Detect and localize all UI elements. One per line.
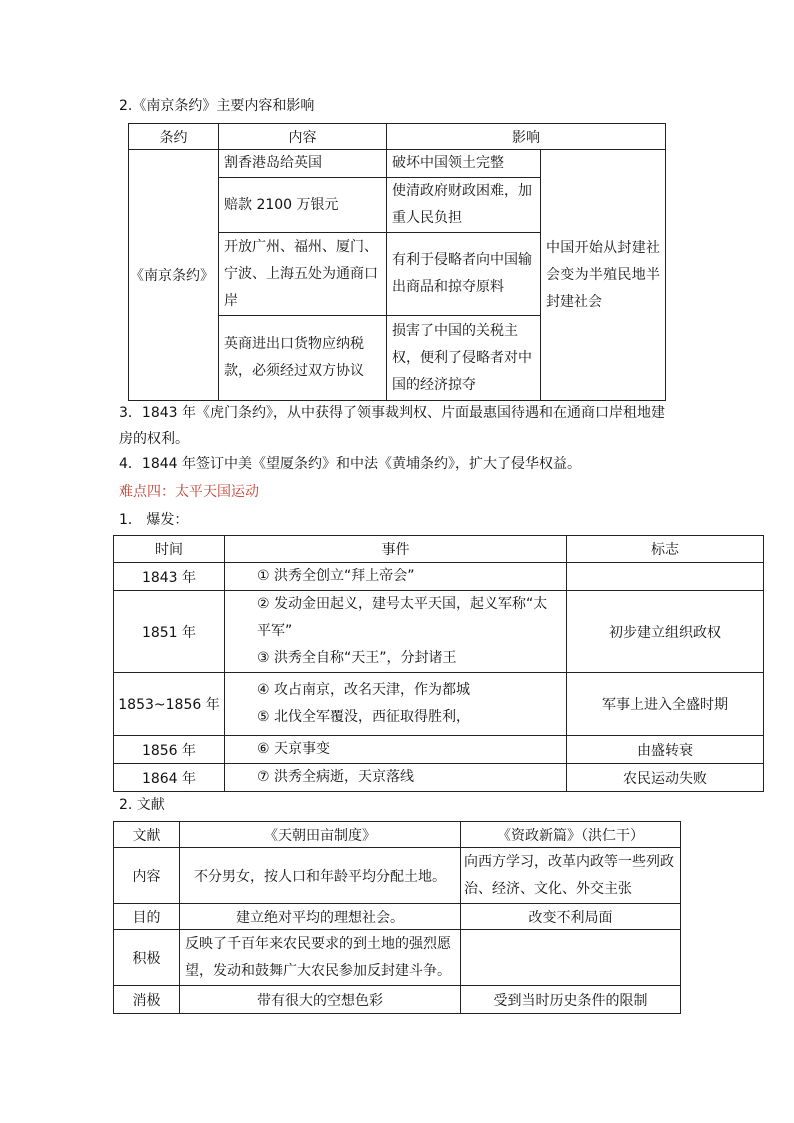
table-header-row [129, 124, 666, 150]
mark-cell: 由盛转衰 [567, 736, 764, 764]
content-cell: 英商进出口货物应纳税款，必须经过双方协议 [219, 316, 387, 401]
zizheng-cell: 改变不利局面 [461, 904, 681, 930]
event-cell [225, 673, 567, 736]
impact-cell: 有利于侵略者向中国输出商品和掠夺原料 [387, 233, 541, 316]
header-event: 事件 [225, 536, 567, 563]
header-document: 文献 [114, 822, 180, 848]
row-label: 消极 [114, 986, 180, 1014]
treaty-name-cell: 《南京条约》 [129, 150, 219, 401]
table-row [114, 764, 764, 792]
event-cell: ⑥ 天京事变 [225, 736, 567, 764]
table-header-row [114, 822, 681, 848]
nanjing-treaty-table [128, 123, 666, 401]
table-row [114, 673, 764, 736]
time-cell: 1864 年 [114, 764, 225, 792]
header-time: 时间 [114, 536, 225, 563]
header-content: 内容 [219, 124, 387, 150]
table-row [114, 904, 681, 930]
impact-cell: 使清政府财政困难，加重人民负担 [387, 178, 541, 233]
table-row [114, 563, 764, 591]
mark-cell: 初步建立组织政权 [567, 591, 764, 673]
content-cell: 赔款 2100 万银元 [219, 178, 387, 233]
documents-table [113, 821, 681, 1014]
impact-cell: 破坏中国领土完整 [387, 150, 541, 178]
header-zizheng: 《资政新篇》（洪仁干） [461, 822, 681, 848]
point-wangxia-treaty: 4．1844 年签订中美《望厦条约》和中法《黄埔条约》，扩大了侵华权益。 [119, 456, 581, 472]
event-item: ⑤ 北伐全军覆没，西征取得胜利， [257, 709, 471, 725]
overall-impact-cell: 中国开始从封建社会变为半殖民地半封建社会 [541, 150, 666, 401]
time-cell: 1853~1856 年 [114, 673, 225, 736]
header-mark: 标志 [567, 536, 764, 563]
mark-cell [567, 563, 764, 591]
table-row [114, 986, 681, 1014]
table-row [129, 150, 666, 178]
event-cell: ⑦ 洪秀全病逝，天京落线 [225, 764, 567, 792]
zizheng-cell [461, 930, 681, 986]
content-cell: 割香港岛给英国 [219, 150, 387, 178]
tianchao-cell: 带有很大的空想色彩 [180, 986, 461, 1014]
header-impact: 影响 [387, 124, 666, 150]
mark-cell: 农民运动失败 [567, 764, 764, 792]
documents-title: 2. 文献 [119, 797, 165, 813]
outbreak-title: 1． 爆发： [119, 512, 189, 528]
table-row [114, 848, 681, 904]
event-cell [225, 591, 567, 673]
event-item: ③ 洪秀全自称“天王”，分封诸王 [257, 650, 457, 666]
table-row [114, 930, 681, 986]
impact-cell: 损害了中国的关税主权，便利了侵略者对中国的经济掠夺 [387, 316, 541, 401]
content-cell: 开放广州、福州、厦门、宁波、上海五处为通商口岸 [219, 233, 387, 316]
difficulty-title: 难点四：太平天国运动 [119, 484, 259, 500]
table-row [114, 591, 764, 673]
header-tianchao: 《天朝田亩制度》 [180, 822, 461, 848]
tianchao-cell: 反映了千百年来农民要求的到土地的强烈愿望，发动和鼓舞广大农民参加反封建斗争。 [180, 930, 461, 986]
header-treaty: 条约 [129, 124, 219, 150]
event-item: ④ 攻占南京，改名天津，作为都城 [257, 682, 471, 698]
row-label: 内容 [114, 848, 180, 904]
zizheng-cell: 向西方学习，改革内政等一些列政治、经济、文化、外交主张 [461, 848, 681, 904]
row-label: 目的 [114, 904, 180, 930]
mark-cell: 军事上进入全盛时期 [567, 673, 764, 736]
tianchao-cell: 建立绝对平均的理想社会。 [180, 904, 461, 930]
section-title-nanjing: 2.《南京条约》主要内容和影响 [119, 98, 315, 114]
point-humen-treaty: 3．1843 年《虎门条约》，从中获得了领事裁判权、片面最惠国待遇和在通商口岸租地建房的权利。 [119, 405, 665, 447]
row-label: 积极 [114, 930, 180, 986]
time-cell: 1856 年 [114, 736, 225, 764]
table-row [114, 736, 764, 764]
table-header-row [114, 536, 764, 563]
tianchao-cell: 不分男女，按人口和年龄平均分配土地。 [180, 848, 461, 904]
event-cell: ① 洪秀全创立“拜上帝会” [225, 563, 567, 591]
event-item: ② 发动金田起义，建号太平天国，起义军称“太平军” [257, 596, 548, 639]
time-cell: 1843 年 [114, 563, 225, 591]
zizheng-cell: 受到当时历史条件的限制 [461, 986, 681, 1014]
time-cell: 1851 年 [114, 591, 225, 673]
outbreak-table [113, 535, 764, 792]
